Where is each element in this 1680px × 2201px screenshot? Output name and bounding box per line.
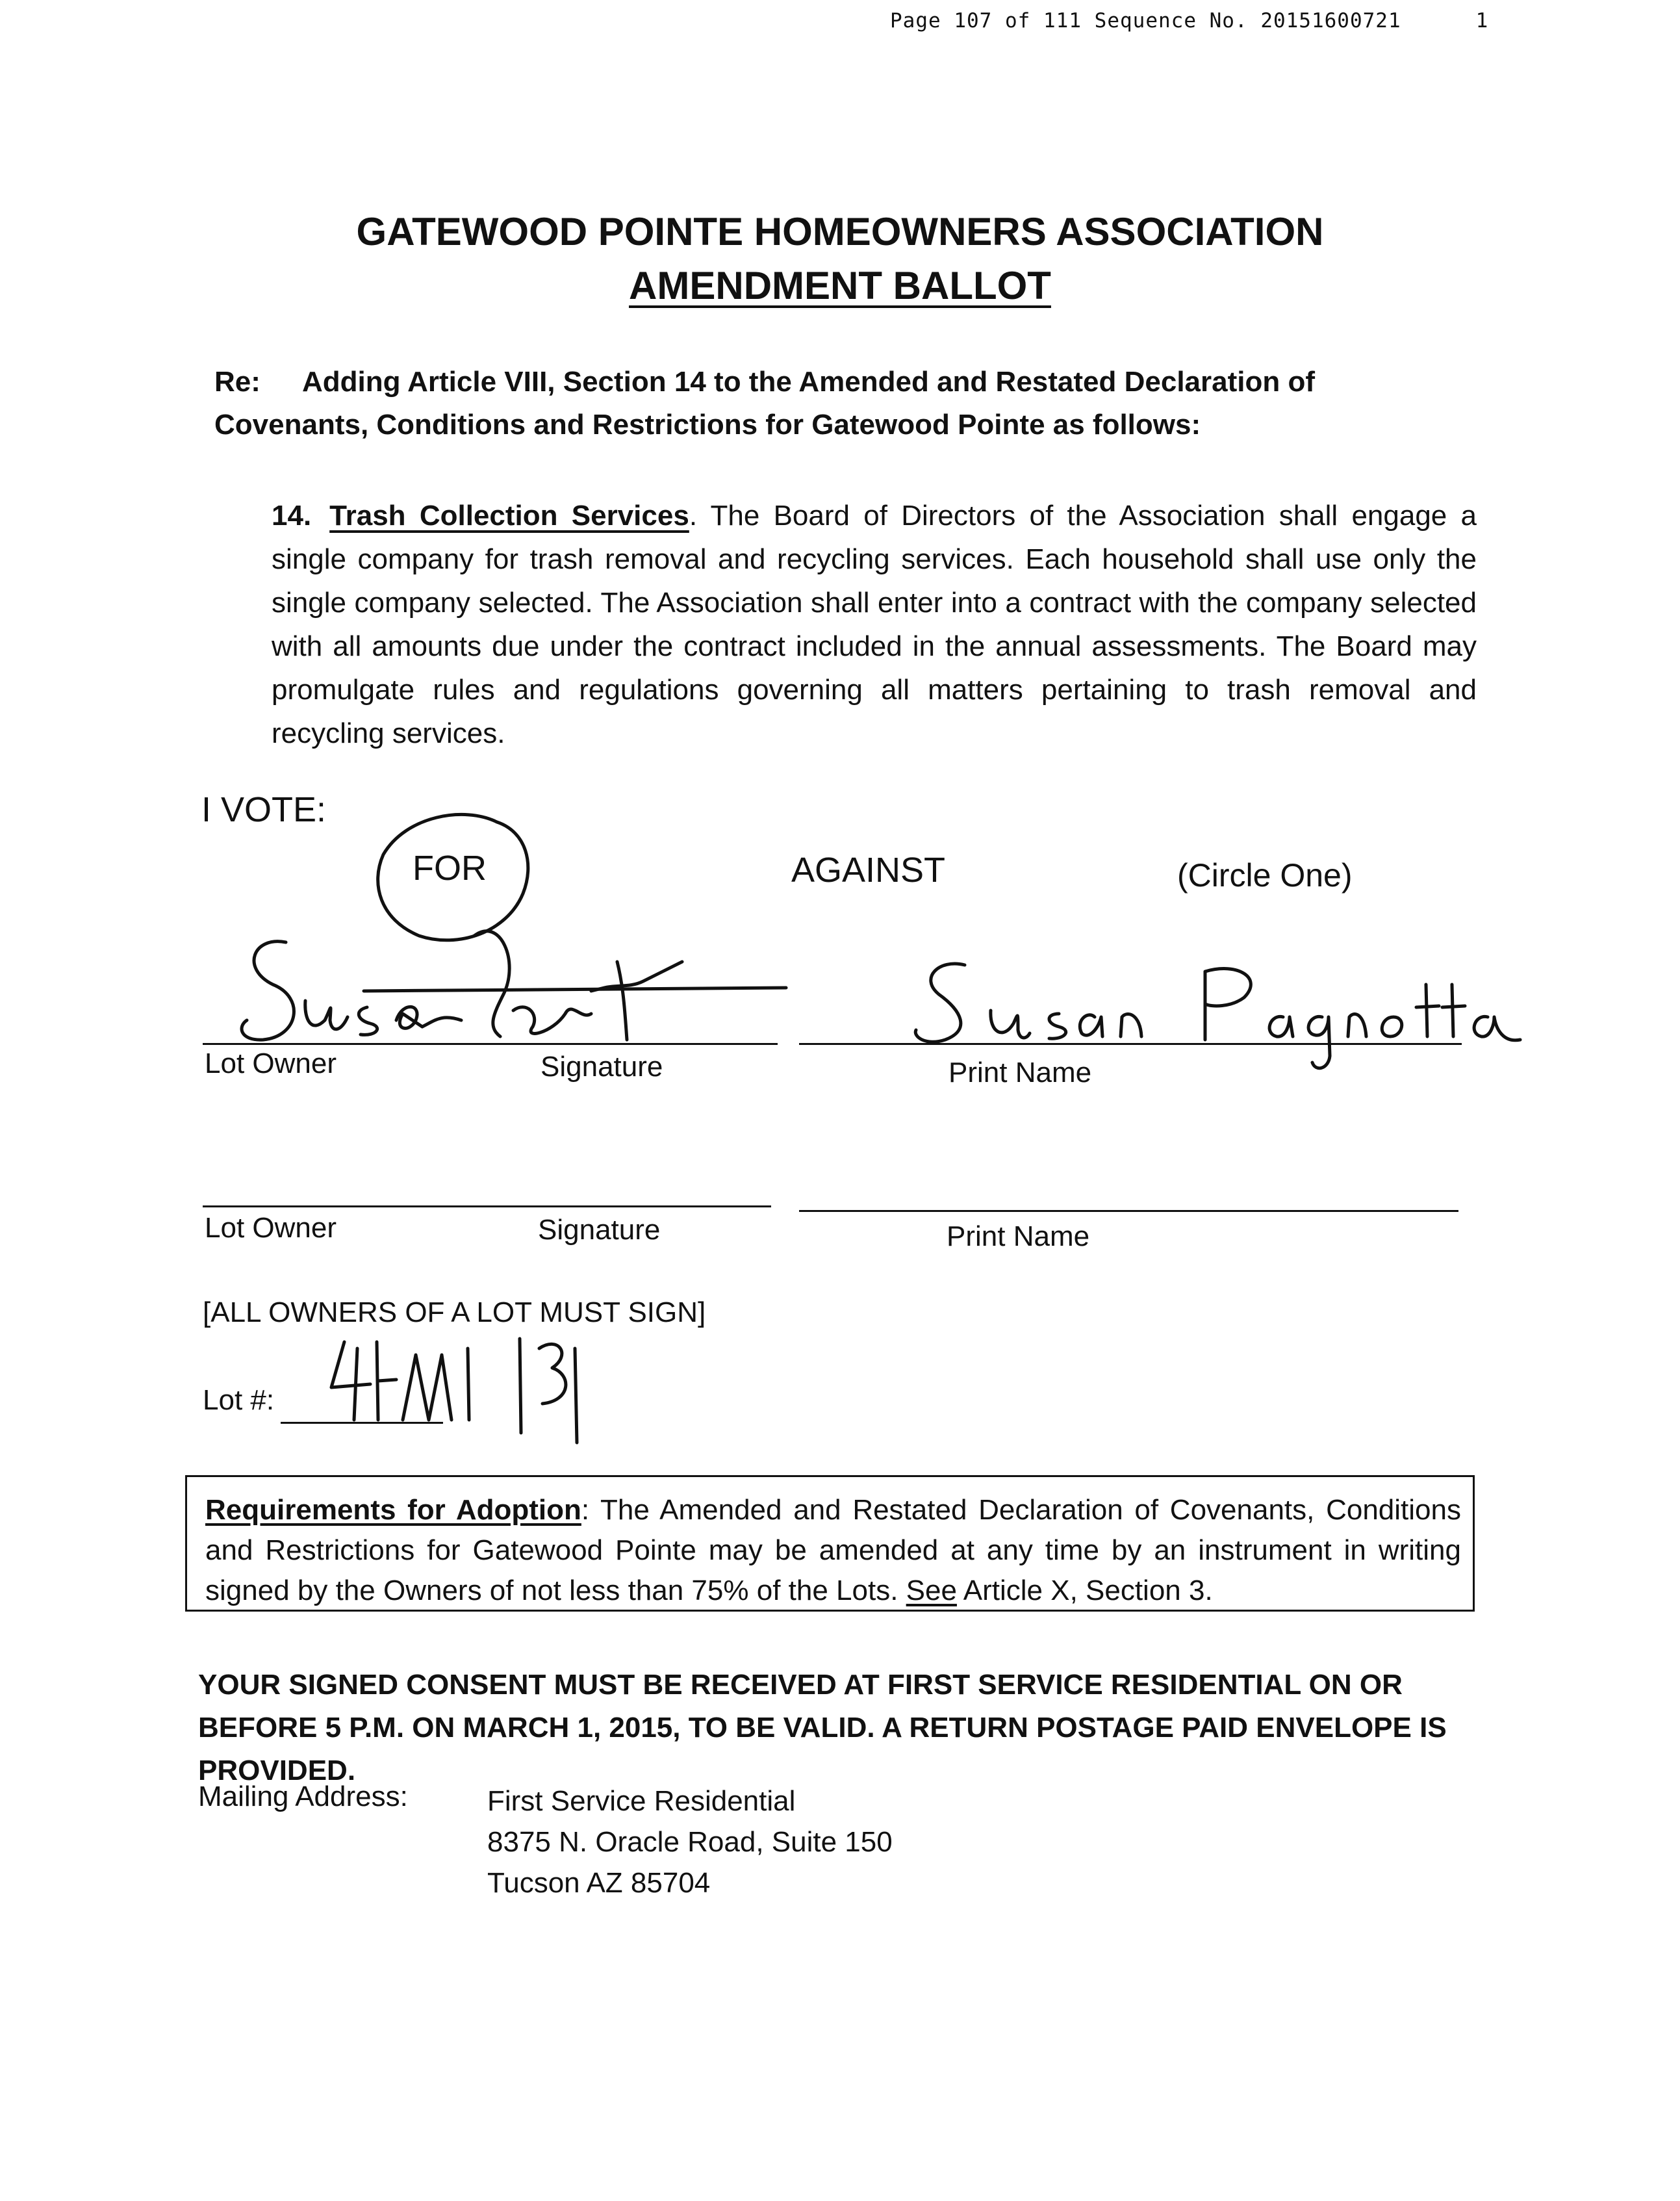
section-number: 14.	[272, 500, 312, 532]
mailing-city: Tucson AZ 85704	[487, 1867, 711, 1899]
section-heading: Trash Collection Services	[329, 500, 689, 532]
page-number: 107	[954, 9, 993, 32]
re-line-1: Adding Article VIII, Section 14 to the Amended and Restated Declaration of	[302, 366, 1315, 398]
handwritten-lot-number	[318, 1329, 591, 1459]
re-block	[214, 361, 1481, 446]
total-pages: 111	[1043, 9, 1082, 32]
section-body: . The Board of Directors of the Association shall engage a single company for trash removal and recycling services. Each household shall use only the single company selected. The Association shall enter into a contract with the company selected with all amounts due under the contract included in the annual assessments. The Board may promulgate rules and regulations governing all matters pertaining to trash removal and recycling services.	[272, 500, 1477, 749]
lot-owner-label-2: Lot Owner	[205, 1212, 337, 1244]
section-14	[272, 494, 1477, 755]
handwritten-signature	[227, 923, 812, 1059]
requirements-heading: Requirements for Adoption	[205, 1494, 581, 1526]
ballot-title: AMENDMENT BALLOT	[629, 264, 1051, 307]
print-name-label-2: Print Name	[947, 1220, 1090, 1252]
re-line-2: Covenants, Conditions and Restrictions for Gatewood Pointe as follows:	[214, 409, 1201, 441]
sequence-label: Sequence No.	[1094, 9, 1248, 32]
owners-note: [ALL OWNERS OF A LOT MUST SIGN]	[203, 1296, 706, 1328]
print-name-line-2[interactable]	[799, 1210, 1458, 1212]
requirements-see: See	[906, 1575, 957, 1606]
deadline-notice: YOUR SIGNED CONSENT MUST BE RECEIVED AT FIRST SERVICE RESIDENTIAL ON OR BEFORE 5 P.M. ON MARCH 1, 2015, TO BE VALID. A RETURN POSTAGE PAID ENVELOPE IS PROVIDED.	[198, 1669, 1447, 1786]
lot-owner-label-1: Lot Owner	[205, 1048, 337, 1079]
re-label: Re:	[214, 366, 261, 398]
mailing-name: First Service Residential	[487, 1785, 796, 1817]
lot-number-label: Lot #:	[203, 1384, 275, 1416]
requirements-box	[185, 1475, 1475, 1612]
signature-line-1[interactable]	[203, 1043, 778, 1045]
vote-option-for[interactable]: FOR	[413, 849, 487, 888]
signature-label-2: Signature	[538, 1214, 661, 1246]
document-title: GATEWOOD POINTE HOMEOWNERS ASSOCIATION	[356, 210, 1324, 253]
of-label: of	[1005, 9, 1031, 32]
vote-option-against[interactable]: AGAINST	[791, 851, 946, 890]
mailing-address	[487, 1781, 893, 1903]
signature-line-2[interactable]	[203, 1205, 771, 1207]
mailing-street: 8375 N. Oracle Road, Suite 150	[487, 1826, 893, 1858]
trailing-number: 1	[1475, 9, 1489, 32]
document-subtitle	[0, 263, 1680, 308]
requirements-text	[205, 1490, 1461, 1611]
fax-header	[890, 9, 1488, 32]
requirements-reference: Article X, Section 3.	[956, 1575, 1213, 1606]
mailing-address-label: Mailing Address:	[198, 1781, 408, 1812]
requirements-body: : The Amended and Restated Declaration of Covenants, Conditions and Restrictions for Gatewood Pointe may be amended at any time by an instrument in writing signed by the Owners of not less than 75% of the Lots.	[205, 1494, 1461, 1606]
vote-instruction: (Circle One)	[1177, 857, 1353, 894]
sequence-number: 20151600721	[1260, 9, 1401, 32]
page-label: Page	[890, 9, 941, 32]
signature-label-1: Signature	[541, 1051, 663, 1083]
print-name-label-1: Print Name	[948, 1057, 1092, 1088]
vote-label: I VOTE:	[201, 790, 327, 829]
